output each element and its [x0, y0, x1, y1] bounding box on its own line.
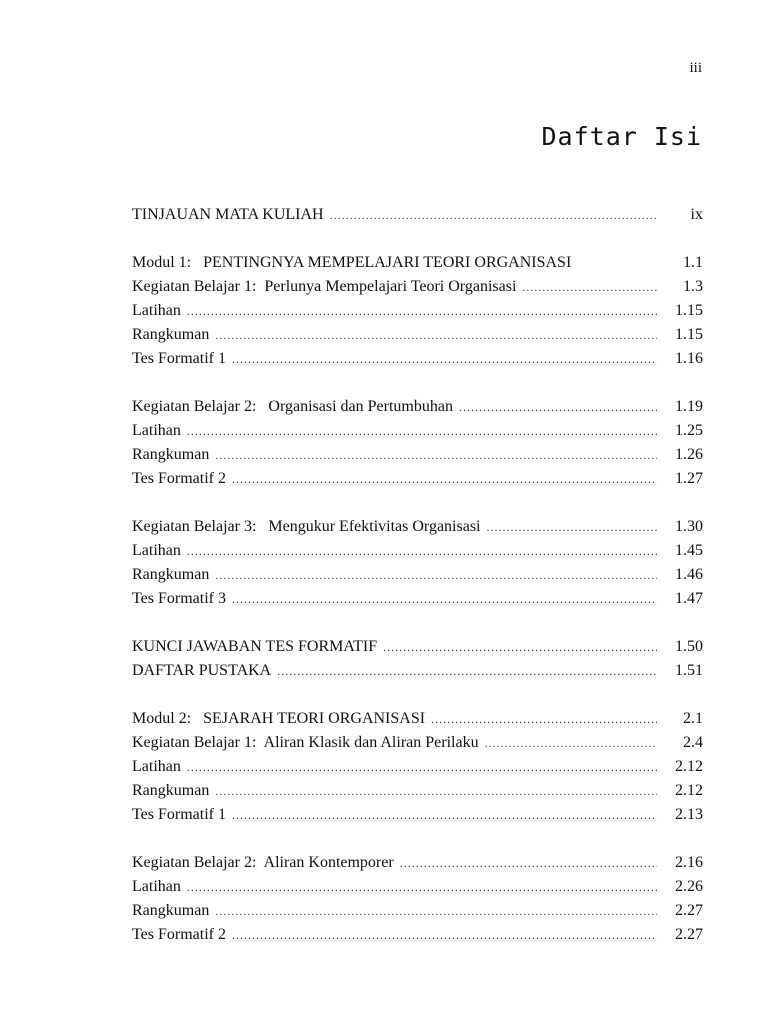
toc-dot-leader	[187, 880, 657, 895]
toc-entry-label: Rangkuman	[132, 566, 210, 583]
toc-entry-label: Latihan	[132, 422, 181, 439]
toc-dot-leader	[485, 736, 657, 751]
toc-entry-label: TINJAUAN MATA KULIAH	[132, 206, 324, 223]
toc-entry-label: DAFTAR PUSTAKA	[132, 662, 272, 679]
table-of-contents	[132, 206, 703, 950]
toc-entry	[132, 446, 703, 470]
toc-entry-label: Kegiatan Belajar 1: Aliran Klasik dan Aliran Perilaku	[132, 734, 479, 751]
toc-entry-page: 1.26	[675, 446, 703, 463]
toc-entry-label: Rangkuman	[132, 902, 210, 919]
toc-dot-leader	[215, 448, 657, 463]
toc-entry	[132, 854, 703, 878]
toc-dot-leader	[522, 280, 657, 295]
toc-entry-page: 2.16	[675, 854, 703, 871]
toc-entry	[132, 710, 703, 734]
toc-dot-leader	[215, 328, 657, 343]
toc-entry	[132, 302, 703, 326]
toc-dot-leader	[187, 424, 657, 439]
toc-entry	[132, 590, 703, 614]
toc-entry-label: Tes Formatif 2	[132, 926, 226, 943]
toc-entry-page: 1.50	[675, 638, 703, 655]
toc-dot-leader	[232, 808, 657, 823]
toc-dot-leader	[232, 592, 657, 607]
toc-entry-page: 2.27	[675, 902, 703, 919]
toc-entry	[132, 326, 703, 350]
toc-entry	[132, 734, 703, 758]
toc-entry-label: Latihan	[132, 878, 181, 895]
toc-entry-label: Rangkuman	[132, 326, 210, 343]
toc-entry-page: 1.1	[683, 254, 703, 271]
toc-entry-label: Rangkuman	[132, 782, 210, 799]
toc-entry-label: Tes Formatif 1	[132, 350, 226, 367]
toc-entry-label: Latihan	[132, 758, 181, 775]
toc-entry-page: 1.15	[675, 326, 703, 343]
toc-entry-label: Kegiatan Belajar 1: Perlunya Mempelajari Teori Organisasi	[132, 278, 517, 295]
toc-entry	[132, 398, 703, 422]
toc-entry	[132, 278, 703, 302]
toc-entry-page: 2.1	[683, 710, 703, 727]
toc-entry-page: 1.51	[675, 662, 703, 679]
toc-entry-page: 1.3	[683, 278, 703, 295]
toc-entry	[132, 470, 703, 494]
toc-entry	[132, 758, 703, 782]
toc-dot-leader	[187, 544, 657, 559]
toc-entry-page: 1.30	[675, 518, 703, 535]
toc-entry	[132, 566, 703, 590]
toc-entry-label: Modul 2: SEJARAH TEORI ORGANISASI	[132, 710, 426, 727]
toc-entry-page: 2.4	[683, 734, 703, 751]
toc-entry-label: Kegiatan Belajar 3: Mengukur Efektivitas Organisasi	[132, 518, 481, 535]
toc-entry-label: Latihan	[132, 542, 181, 559]
toc-entry	[132, 542, 703, 566]
toc-dot-leader	[459, 400, 657, 415]
toc-entry-page: 1.27	[675, 470, 703, 487]
toc-entry-label: Tes Formatif 2	[132, 470, 226, 487]
toc-dot-leader	[383, 640, 657, 655]
toc-dot-leader	[232, 352, 657, 367]
toc-entry-page: 1.46	[675, 566, 703, 583]
toc-dot-leader	[330, 208, 657, 223]
toc-entry-page: 1.45	[675, 542, 703, 559]
toc-entry	[132, 254, 703, 278]
toc-dot-leader	[400, 856, 657, 871]
toc-dot-leader	[277, 664, 657, 679]
toc-entry	[132, 350, 703, 374]
toc-dot-leader	[215, 904, 657, 919]
toc-entry-page: 1.25	[675, 422, 703, 439]
toc-entry-page: 2.12	[675, 782, 703, 799]
toc-dot-leader	[487, 520, 658, 535]
toc-entry-label: KUNCI JAWABAN TES FORMATIF	[132, 638, 378, 655]
toc-entry-label: Tes Formatif 1	[132, 806, 226, 823]
toc-entry-page: 2.12	[675, 758, 703, 775]
toc-entry-label: Latihan	[132, 302, 181, 319]
toc-entry-label: Rangkuman	[132, 446, 210, 463]
toc-dot-leader	[187, 760, 657, 775]
toc-entry	[132, 806, 703, 830]
toc-dot-leader	[431, 712, 657, 727]
toc-entry-page: 1.15	[675, 302, 703, 319]
toc-entry	[132, 878, 703, 902]
toc-entry-label: Modul 1: PENTINGNYA MEMPELAJARI TEORI ORGANISASI	[132, 254, 572, 271]
toc-entry-label: Kegiatan Belajar 2: Aliran Kontemporer	[132, 854, 394, 871]
toc-dot-leader	[215, 784, 657, 799]
toc-entry	[132, 518, 703, 542]
toc-dot-leader	[232, 472, 657, 487]
toc-entry-page: ix	[690, 206, 703, 223]
toc-entry-page: 2.27	[675, 926, 703, 943]
toc-entry	[132, 638, 703, 662]
toc-entry	[132, 782, 703, 806]
toc-entry-page: 1.47	[675, 590, 703, 607]
page-number: iii	[689, 60, 702, 76]
toc-entry-label: Kegiatan Belajar 2: Organisasi dan Pertumbuhan	[132, 398, 453, 415]
toc-entry	[132, 662, 703, 686]
toc-dot-leader	[232, 928, 657, 943]
toc-entry-page: 1.19	[675, 398, 703, 415]
toc-entry	[132, 206, 703, 230]
toc-entry-label: Tes Formatif 3	[132, 590, 226, 607]
toc-entry-page: 1.16	[675, 350, 703, 367]
page-title: Daftar Isi	[541, 122, 702, 151]
toc-entry	[132, 422, 703, 446]
toc-entry	[132, 926, 703, 950]
toc-dot-leader	[215, 568, 657, 583]
toc-entry-page: 2.13	[675, 806, 703, 823]
toc-entry	[132, 902, 703, 926]
toc-entry-page: 2.26	[675, 878, 703, 895]
toc-dot-leader	[187, 304, 657, 319]
